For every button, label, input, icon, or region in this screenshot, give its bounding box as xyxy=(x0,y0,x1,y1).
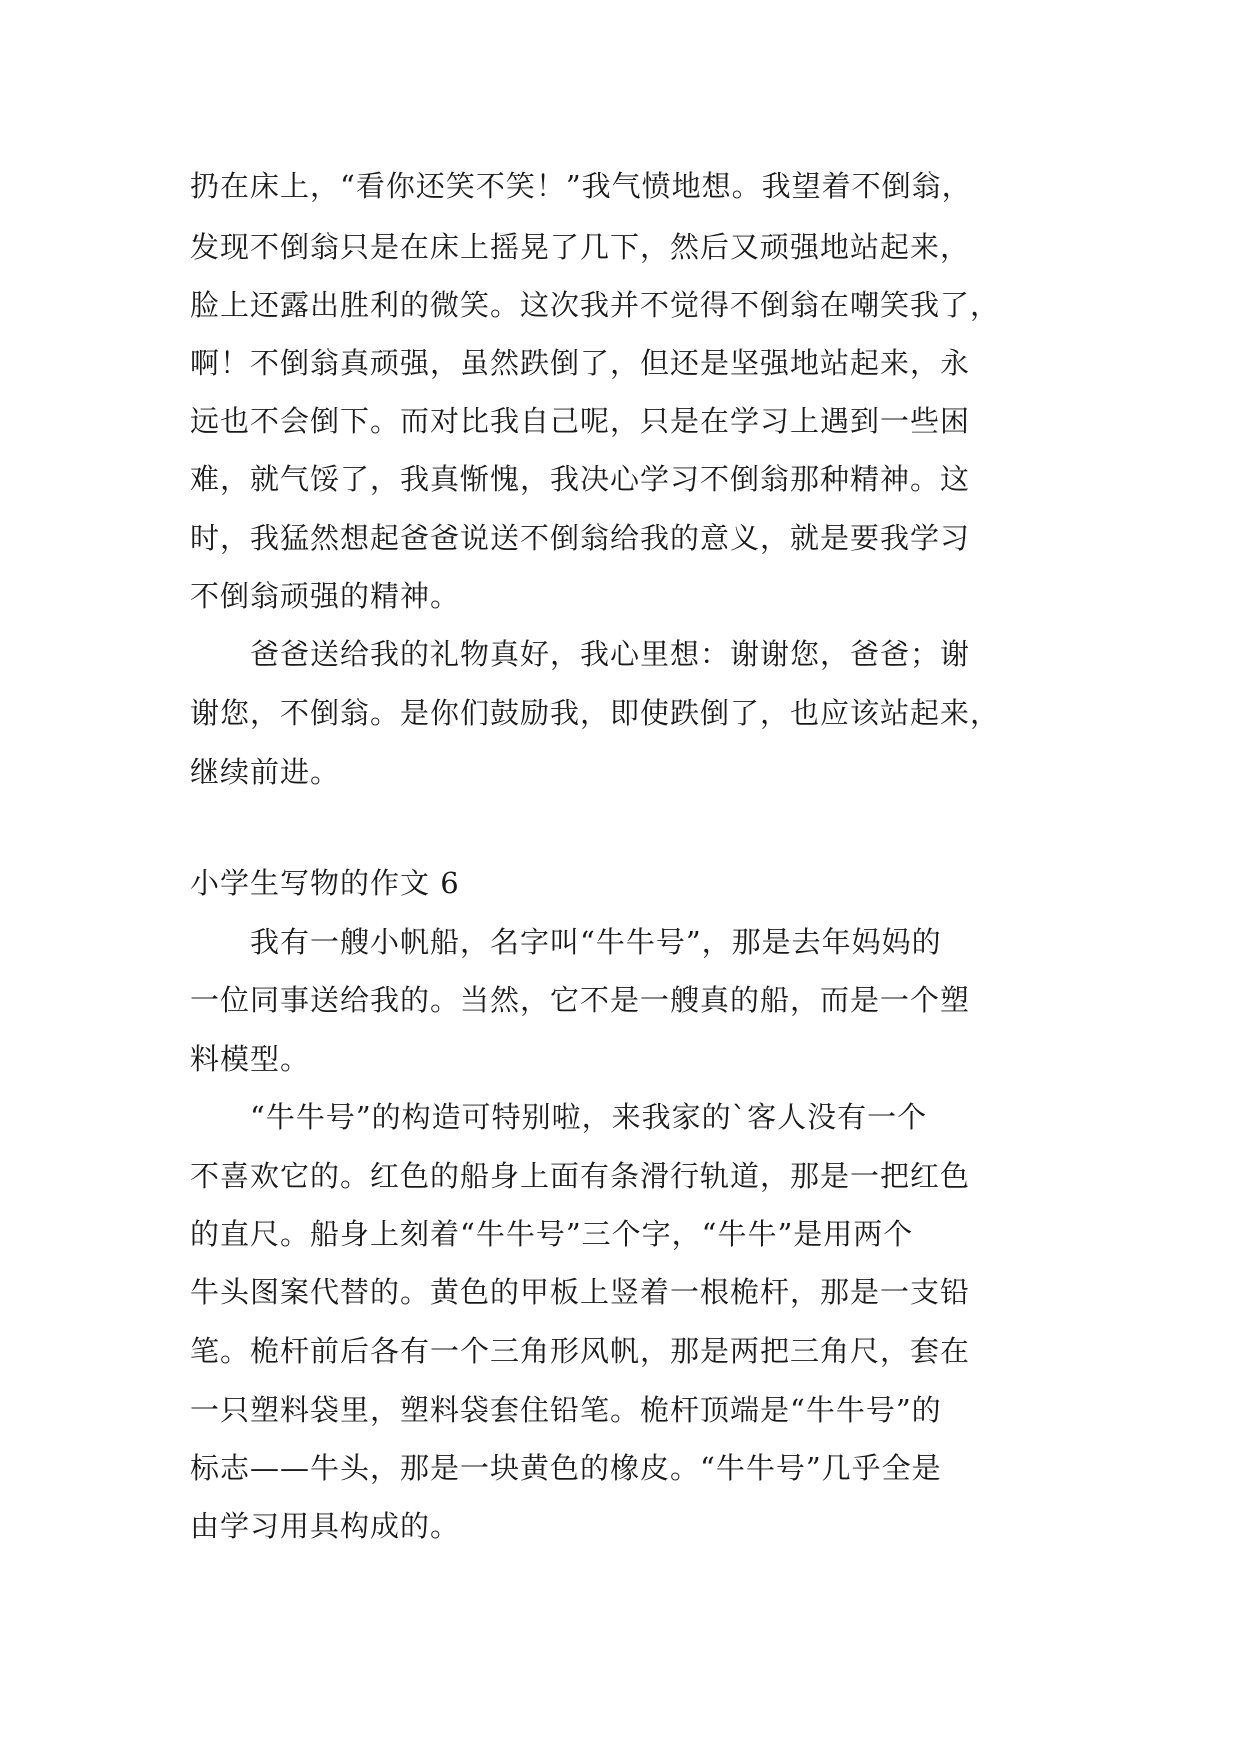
text-line: 爸爸送给我的礼物真好，我心里想：谢谢您，爸爸；谢 xyxy=(190,637,971,671)
essay-title: 小学生写物的作文 6 xyxy=(190,866,460,900)
text-line: 时，我猛然想起爸爸说送不倒翁给我的意义，就是要我学习 xyxy=(190,521,971,555)
text-line: 料模型。 xyxy=(190,1042,311,1076)
text-line: 扔在床上，“看你还笑不笑！”我气愤地想。我望着不倒翁， xyxy=(190,169,972,203)
text-line: 脸上还露出胜利的微笑。这次我并不觉得不倒翁在嘲笑我了， xyxy=(190,288,1001,322)
text-line: 啊！不倒翁真顽强，虽然跌倒了，但还是坚强地站起来，永 xyxy=(190,346,971,380)
text-line: “牛牛号”的构造可特别啦，来我家的`客人没有一个 xyxy=(190,1100,928,1134)
text-line: 由学习用具构成的。 xyxy=(190,1509,461,1543)
text-line: 标志——牛头，那是一块黄色的橡皮。“牛牛号”几乎全是 xyxy=(190,1451,942,1485)
text-line: 远也不会倒下。而对比我自己呢，只是在学习上遇到一些困 xyxy=(190,404,971,438)
text-line: 一只塑料袋里，塑料袋套住铅笔。桅杆顶端是“牛牛号”的 xyxy=(190,1393,942,1427)
text-line: 不倒翁顽强的精神。 xyxy=(190,579,461,613)
text-line: 难，就气馁了，我真惭愧，我决心学习不倒翁那种精神。这 xyxy=(190,462,971,496)
text-line: 我有一艘小帆船，名字叫“牛牛号”，那是去年妈妈的 xyxy=(190,925,942,959)
text-line: 继续前进。 xyxy=(190,755,341,789)
text-line: 笔。桅杆前后各有一个三角形风帆，那是两把三角尺，套在 xyxy=(190,1334,971,1368)
text-line: 的直尺。船身上刻着“牛牛号”三个字，“牛牛”是用两个 xyxy=(190,1217,914,1251)
text-line: 发现不倒翁只是在床上摇晃了几下，然后又顽强地站起来， xyxy=(190,230,971,264)
text-line: 不喜欢它的。红色的船身上面有条滑行轨道，那是一把红色 xyxy=(190,1159,971,1193)
text-line: 一位同事送给我的。当然，它不是一艘真的船，而是一个塑 xyxy=(190,983,971,1017)
text-line: 牛头图案代替的。黄色的甲板上竖着一根桅杆，那是一支铅 xyxy=(190,1275,971,1309)
text-line: 谢您，不倒翁。是你们鼓励我，即使跌倒了，也应该站起来， xyxy=(190,696,1001,730)
